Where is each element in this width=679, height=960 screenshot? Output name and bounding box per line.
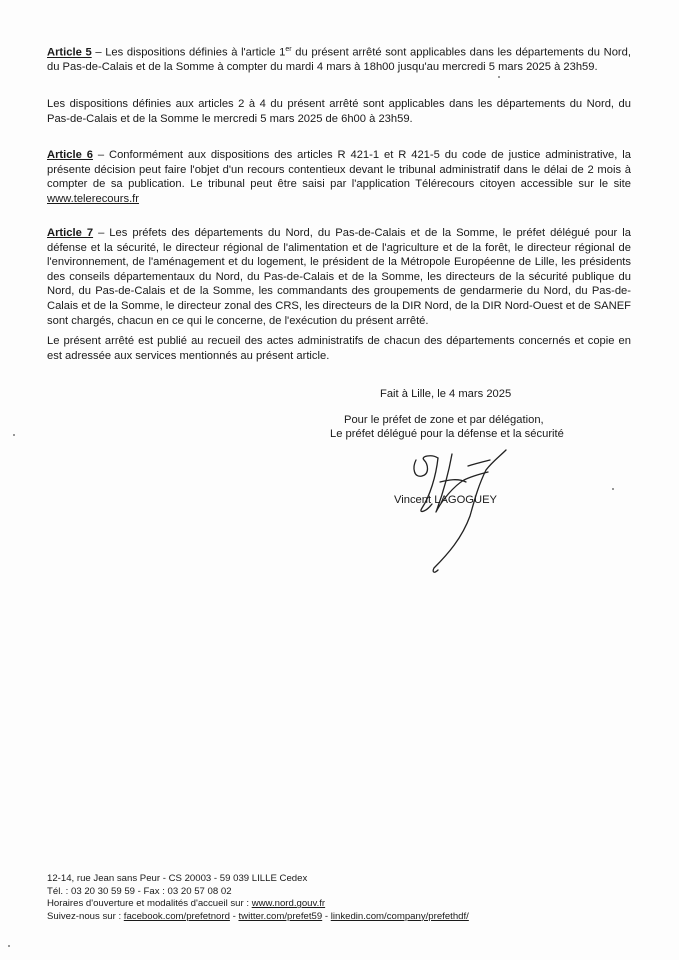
delegation-line-2: Le préfet délégué pour la défense et la sécurité bbox=[330, 428, 564, 440]
signature-stroke-5 bbox=[468, 460, 490, 466]
signature-stroke-4 bbox=[433, 450, 506, 572]
article-5-label: Article 5 bbox=[47, 46, 92, 59]
article-6-paragraph bbox=[47, 148, 631, 206]
scan-speck bbox=[8, 945, 10, 947]
footer-social bbox=[47, 911, 469, 924]
footer-hours-label: Horaires d'ouverture et modalités d'accueil sur : bbox=[47, 898, 252, 910]
footer-address: 12-14, rue Jean sans Peur - CS 20003 - 59 039 LILLE Cedex bbox=[47, 873, 308, 884]
article-7-label: Article 7 bbox=[47, 227, 94, 239]
footer-phone-fax: Tél. : 03 20 30 59 59 - Fax : 03 20 57 08 02 bbox=[47, 885, 232, 897]
handwritten-signature bbox=[408, 446, 518, 576]
telerecours-link[interactable]: www.telerecours.fr bbox=[47, 192, 140, 205]
footer-hours bbox=[47, 898, 469, 911]
footer bbox=[47, 873, 469, 923]
nord-gouv-link[interactable]: www.nord.gouv.fr bbox=[251, 898, 326, 910]
delegation-line-1: Pour le préfet de zone et par délégation, bbox=[344, 414, 544, 426]
footer-follow-label: Suivez-nous sur : bbox=[47, 910, 124, 922]
signature-stroke-1 bbox=[414, 456, 438, 476]
footer-separator-2: - bbox=[322, 910, 331, 922]
scan-speck bbox=[498, 76, 500, 78]
closing-paragraph: Le présent arrêté est publié au recueil des actes administratifs de chacun des départements concernés et copie en est adressée aux services mentionnés au présent article. bbox=[47, 335, 631, 362]
article-5-text-a: – Les dispositions définies à l'article 1 bbox=[91, 46, 286, 59]
article-5-second-paragraph: Les dispositions définies aux articles 2 à 4 du présent arrêté sont applicables dans les départements du Nord, du Pas-de-Calais et de la Somme le mercredi 5 mars 2025 de 6h00 à 23h59. bbox=[47, 98, 631, 125]
footer-separator-1: - bbox=[229, 910, 239, 922]
linkedin-link[interactable]: linkedin.com/company/prefethdf/ bbox=[330, 910, 469, 922]
article-6-text: – Conformément aux dispositions des articles R 421-1 et R 421-5 du code de justice administrative, la présente décision peut faire l'objet d'un recours contentieux devant le tribunal administratif dans le délai de 2 mois à compter de sa publication. Le tribunal peut être saisi par l'application Télérecours citoyen accessible sur le site bbox=[47, 149, 631, 191]
article-6-label: Article 6 bbox=[47, 149, 93, 161]
twitter-link[interactable]: twitter.com/prefet59 bbox=[238, 910, 323, 922]
scan-speck bbox=[612, 488, 614, 490]
article-7-paragraph bbox=[47, 226, 631, 328]
signer-name: Vincent LAGOGUEY bbox=[394, 494, 498, 506]
place-and-date: Fait à Lille, le 4 mars 2025 bbox=[380, 388, 512, 400]
article-5-paragraph bbox=[47, 43, 631, 75]
scan-speck bbox=[13, 434, 15, 436]
facebook-link[interactable]: facebook.com/prefetnord bbox=[123, 910, 230, 922]
article-5-text-b: du présent arrêté sont applicables dans les départements du Nord, du Pas-de-Calais et de la Somme à compter du mardi 4 mars à 18h00 jusqu'au mercredi 5 mars 2025 à 23h59. bbox=[47, 46, 631, 74]
article-5-superscript: er bbox=[285, 46, 292, 53]
article-7-text: – Les préfets des départements du Nord, du Pas-de-Calais et de la Somme, le préfet délégué pour la défense et la sécurité, le directeur régional de l'alimentation et de l'agriculture et de la forêt, le directeur régional de l'environnement, de l'aménagement et du logement, le président de la Métropole Européenne de Lille, les présidents des conseils départementaux du Nord, du Pas-de-Calais et de la Somme, les directeurs de la sécurité publique du Nord, du Pas-de-Calais et de la Somme, les commandants des groupements de gendarmerie du Nord, du Pas-de-Calais et de la Somme, le directeur zonal des CRS, les directeurs de la DIR Nord, de la DIR Nord-Ouest et de SANEF sont chargés, chacun en ce qui le concerne, de l'exécution du présent arrêté. bbox=[47, 227, 631, 327]
